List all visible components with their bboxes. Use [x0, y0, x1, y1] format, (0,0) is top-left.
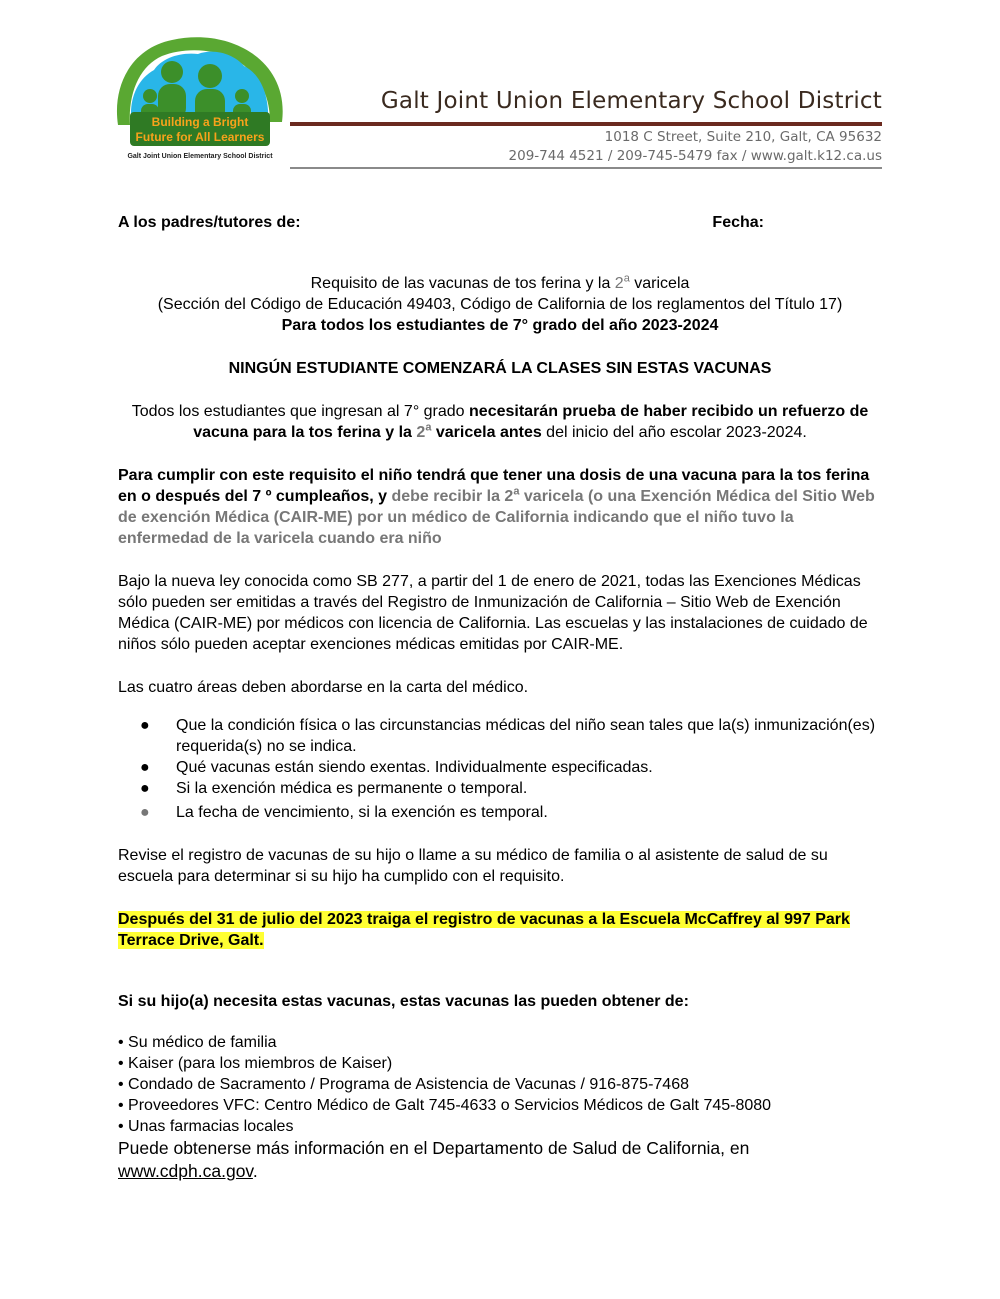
list-item: • Kaiser (para los miembros de Kaiser)	[118, 1055, 393, 1072]
title-sup: a	[623, 272, 630, 285]
para1-d: del inicio del año escolar 2023-2024.	[541, 424, 807, 441]
list-item	[118, 757, 882, 778]
bullet-icon: ●	[140, 759, 150, 776]
paragraph-3: Bajo la nueva ley conocida como SB 277, a partir del 1 de enero de 2021, todas las Exenciones Médicas sólo pueden ser emitidas a través del Registro de Inmunización de California – Sitio Web de Exención Médica (CAIR-ME) por médicos con licencia de California. Las escuelas y las instalaciones de cuidado de niños sólo pueden aceptar exenciones médicas emitidas por CAIR-ME.	[118, 573, 868, 653]
para2-b: debe recibir la 2	[391, 488, 514, 505]
salutation-row	[118, 212, 882, 233]
para2-c: varicela (o una Exención Médica del Sitio Web de exención Médica (CAIR-ME) por un médico de California indicando que el niño tuvo la enfermedad de la varicela cuando era niño	[118, 488, 875, 547]
list-item-text: Que la condición física o las circunstancias médicas del niño sean tales que la(s) inmunización(es) requerida(s) no se indica.	[176, 717, 876, 755]
letter-subtitle: (Sección del Código de Educación 49403, Código de California de los reglamentos del Título 17)	[157, 296, 843, 313]
paragraph-2	[118, 465, 882, 549]
title-post: varicela	[629, 275, 690, 292]
logo-figure-head-4	[235, 89, 249, 103]
para1-c: varicela antes	[431, 424, 542, 441]
to-label: A los padres/tutores de:	[118, 214, 301, 231]
para2-sup: a	[513, 485, 520, 498]
bullet-icon: ●	[140, 804, 150, 821]
header-rule-thick	[290, 122, 882, 126]
list-item: • Condado de Sacramento / Programa de Asistencia de Vacunas / 916-875-7468	[118, 1076, 689, 1093]
list-item	[118, 715, 882, 757]
list-item: • Proveedores VFC: Centro Médico de Galt 745-4633 o Servicios Médicos de Galt 745-8080	[118, 1097, 772, 1114]
logo-caption: Galt Joint Union Elementary School District	[127, 153, 273, 160]
district-contact: 209-744 4521 / 209-745-5479 fax / www.galt.k12.ca.us	[508, 148, 882, 164]
title-num-digit: 2	[614, 275, 624, 292]
list-item-text: Qué vacunas están siendo exentas. Individualmente especificadas.	[176, 759, 653, 776]
para1-num	[416, 421, 432, 441]
more-info	[118, 1137, 882, 1183]
list-item-text: La fecha de vencimiento, si la exención es temporal.	[176, 804, 548, 821]
logo-figure-head-2	[198, 64, 222, 88]
district-logo	[110, 30, 290, 165]
list-item	[118, 778, 882, 799]
logo-figure-head-3	[143, 89, 157, 103]
logo-graphic	[110, 30, 290, 165]
sources-heading: Si su hijo(a) necesita estas vacunas, estas vacunas las pueden obtener de:	[118, 993, 689, 1010]
more-info-text: Puede obtenerse más información en el Departamento de Salud de California, en	[118, 1138, 750, 1158]
list-item	[118, 802, 882, 823]
link-period: .	[252, 1161, 258, 1181]
para1-sup: a	[425, 421, 432, 434]
bullet-icon: ●	[140, 717, 150, 734]
highlight-paragraph	[118, 909, 882, 951]
highlight-text: Después del 31 de julio del 2023 traiga el registro de vacunas a la Escuela McCaffrey al 997 Park Terrace Drive, Galt.	[118, 911, 850, 949]
para1-b: necesitarán prueba de haber recibido un refuerzo de vacuna para la tos ferina y la	[193, 403, 869, 441]
para2-a: Para cumplir con este requisito el niño tendrá que tener una dosis de una vacuna para la tos ferina en o después del 7 º cumpleaños, y	[118, 467, 870, 505]
para1-a: Todos los estudiantes que ingresan al 7° grado	[131, 403, 470, 420]
logo-text-line2: Future for All Learners	[135, 130, 265, 144]
para1-num-digit: 2	[416, 424, 426, 441]
list-item-text: Si la exención médica es permanente o temporal.	[176, 780, 528, 797]
letter-title	[118, 273, 882, 294]
letter-subtitle-bold: Para todos los estudiantes de 7° grado del año 2023-2024	[281, 317, 719, 334]
warning-heading: NINGÚN ESTUDIANTE COMENZARÁ LA CLASES SIN ESTAS VACUNAS	[228, 360, 772, 377]
requirements-list	[118, 715, 882, 823]
cdph-link[interactable]: www.cdph.ca.gov	[118, 1161, 253, 1181]
list-item: • Su médico de familia	[118, 1034, 277, 1051]
paragraph-1	[118, 401, 882, 443]
sources-list	[118, 1032, 882, 1137]
bullet-icon: ●	[140, 780, 150, 797]
header-rule-thin	[290, 167, 882, 169]
title-num	[614, 272, 630, 292]
logo-text-line1: Building a Bright	[151, 115, 249, 129]
title-pre: Requisito de las vacunas de tos ferina y la	[310, 275, 615, 292]
logo-figure-head-1	[161, 61, 183, 83]
district-address: 1018 C Street, Suite 210, Galt, CA 95632	[604, 129, 882, 145]
list-item: • Unas farmacias locales	[118, 1118, 294, 1135]
paragraph-5: Revise el registro de vacunas de su hijo o llame a su médico de familia o al asistente de salud de su escuela para determinar si su hijo ha cumplido con el requisito.	[118, 847, 828, 885]
paragraph-4: Las cuatro áreas deben abordarse en la carta del médico.	[118, 679, 529, 696]
letter-body	[118, 212, 882, 1183]
date-label: Fecha:	[712, 214, 764, 231]
district-name: Galt Joint Union Elementary School District	[380, 88, 882, 114]
